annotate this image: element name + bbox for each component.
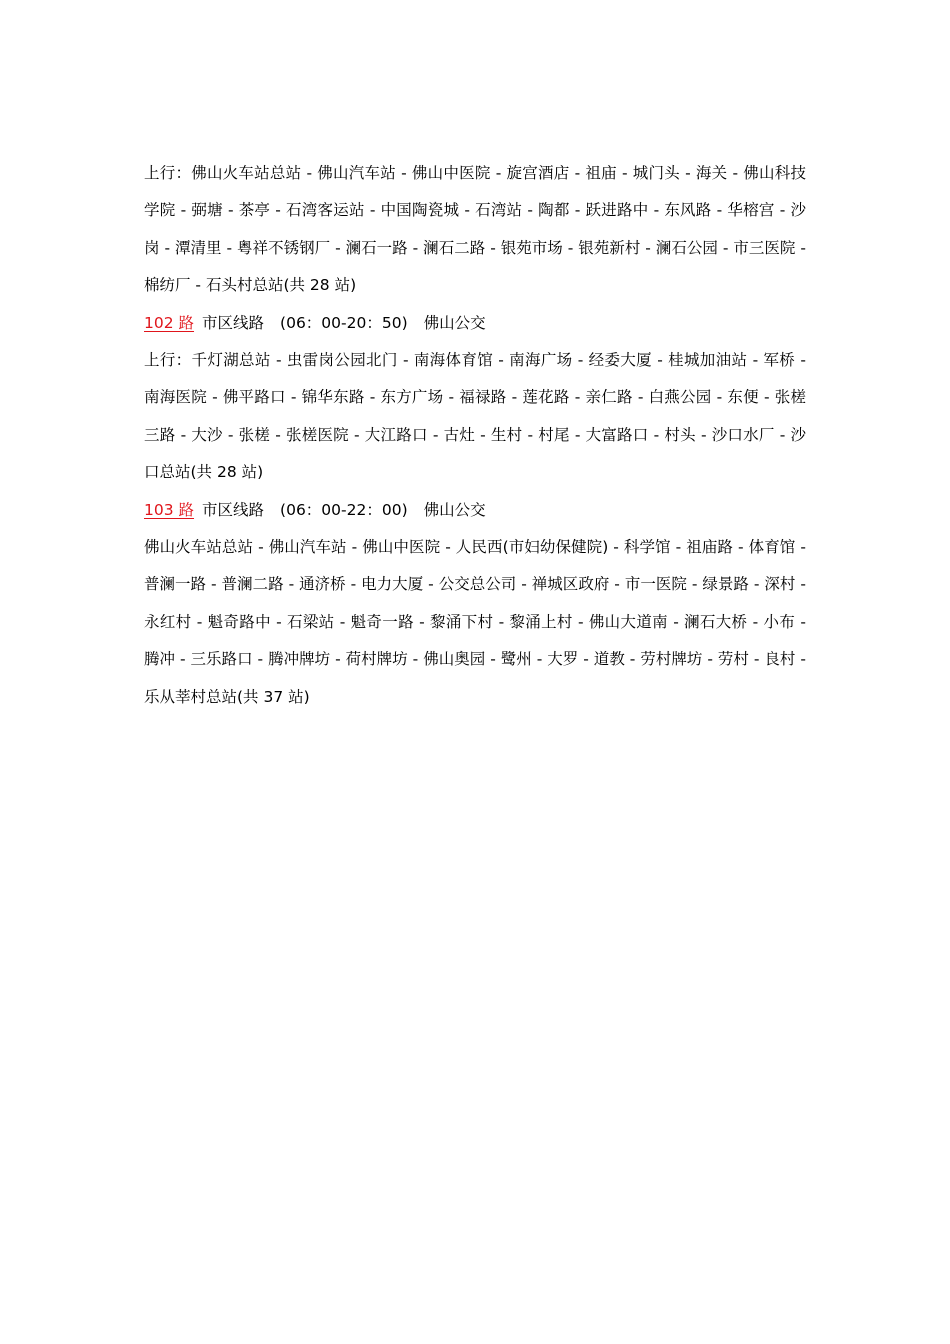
route-102-link[interactable]: 102 路 (144, 313, 195, 332)
bus-route-content (144, 155, 806, 716)
route-102-type: 市区线路 (202, 313, 265, 332)
route-103-hours: (06：00-22：00) (280, 500, 408, 519)
route-103-link[interactable]: 103 路 (144, 500, 195, 519)
route-103-operator: 佛山公交 (423, 500, 486, 519)
route-102-header (144, 305, 806, 342)
route-103-stops: 佛山火车站总站 - 佛山汽车站 - 佛山中医院 - 人民西(市妇幼保健院) - 科学馆 - 祖庙路 - 体育馆 - 普澜一路 - 普澜二路 - 通济桥 - 电力大厦 - 公交总公司 - 禅城区政府 - 市一医院 - 绿景路 - 深村 - 永红村 - 魁奇路中 - 石梁站 - 魁奇一路 - 黎涌下村 - 黎涌上村 - 佛山大道南 - 澜石大桥 - 小布 - 腾冲 - 三乐路口 - 腾冲牌坊 - 荷村牌坊 - 佛山奥园 - 鹭州 - 大罗 - 道教 - 劳村牌坊 - 劳村 - 良村 - 乐从莘村总站(共 37 站) (144, 538, 806, 706)
route-102-hours: (06：00-20：50) (280, 313, 408, 332)
route-102-operator: 佛山公交 (423, 313, 486, 332)
route-101-stops: 上行：佛山火车站总站 - 佛山汽车站 - 佛山中医院 - 旋宫酒店 - 祖庙 - 城门头 - 海关 - 佛山科技学院 - 弼塘 - 茶亭 - 石湾客运站 - 中国陶瓷城 - 石湾站 - 陶都 - 跃进路中 - 东风路 - 华榕宫 - 沙岗 - 潭清里 - 粤祥不锈钢厂 - 澜石一路 - 澜石二路 - 银苑市场 - 银苑新村 - 澜石公园 - 市三医院 - 棉纺厂 - 石头村总站(共 28 站) (144, 164, 806, 295)
route-103-type: 市区线路 (202, 500, 265, 519)
route-103-header (144, 492, 806, 529)
route-102-stops: 上行：千灯湖总站 - 虫雷岗公园北门 - 南海体育馆 - 南海广场 - 经委大厦 - 桂城加油站 - 军桥 - 南海医院 - 佛平路口 - 锦华东路 - 东方广场 - 福禄路 - 莲花路 - 亲仁路 - 白燕公园 - 东便 - 张槎三路 - 大沙 - 张槎 - 张槎医院 - 大江路口 - 古灶 - 生村 - 村尾 - 大富路口 - 村头 - 沙口水厂 - 沙口总站(共 28 站) (144, 351, 806, 482)
